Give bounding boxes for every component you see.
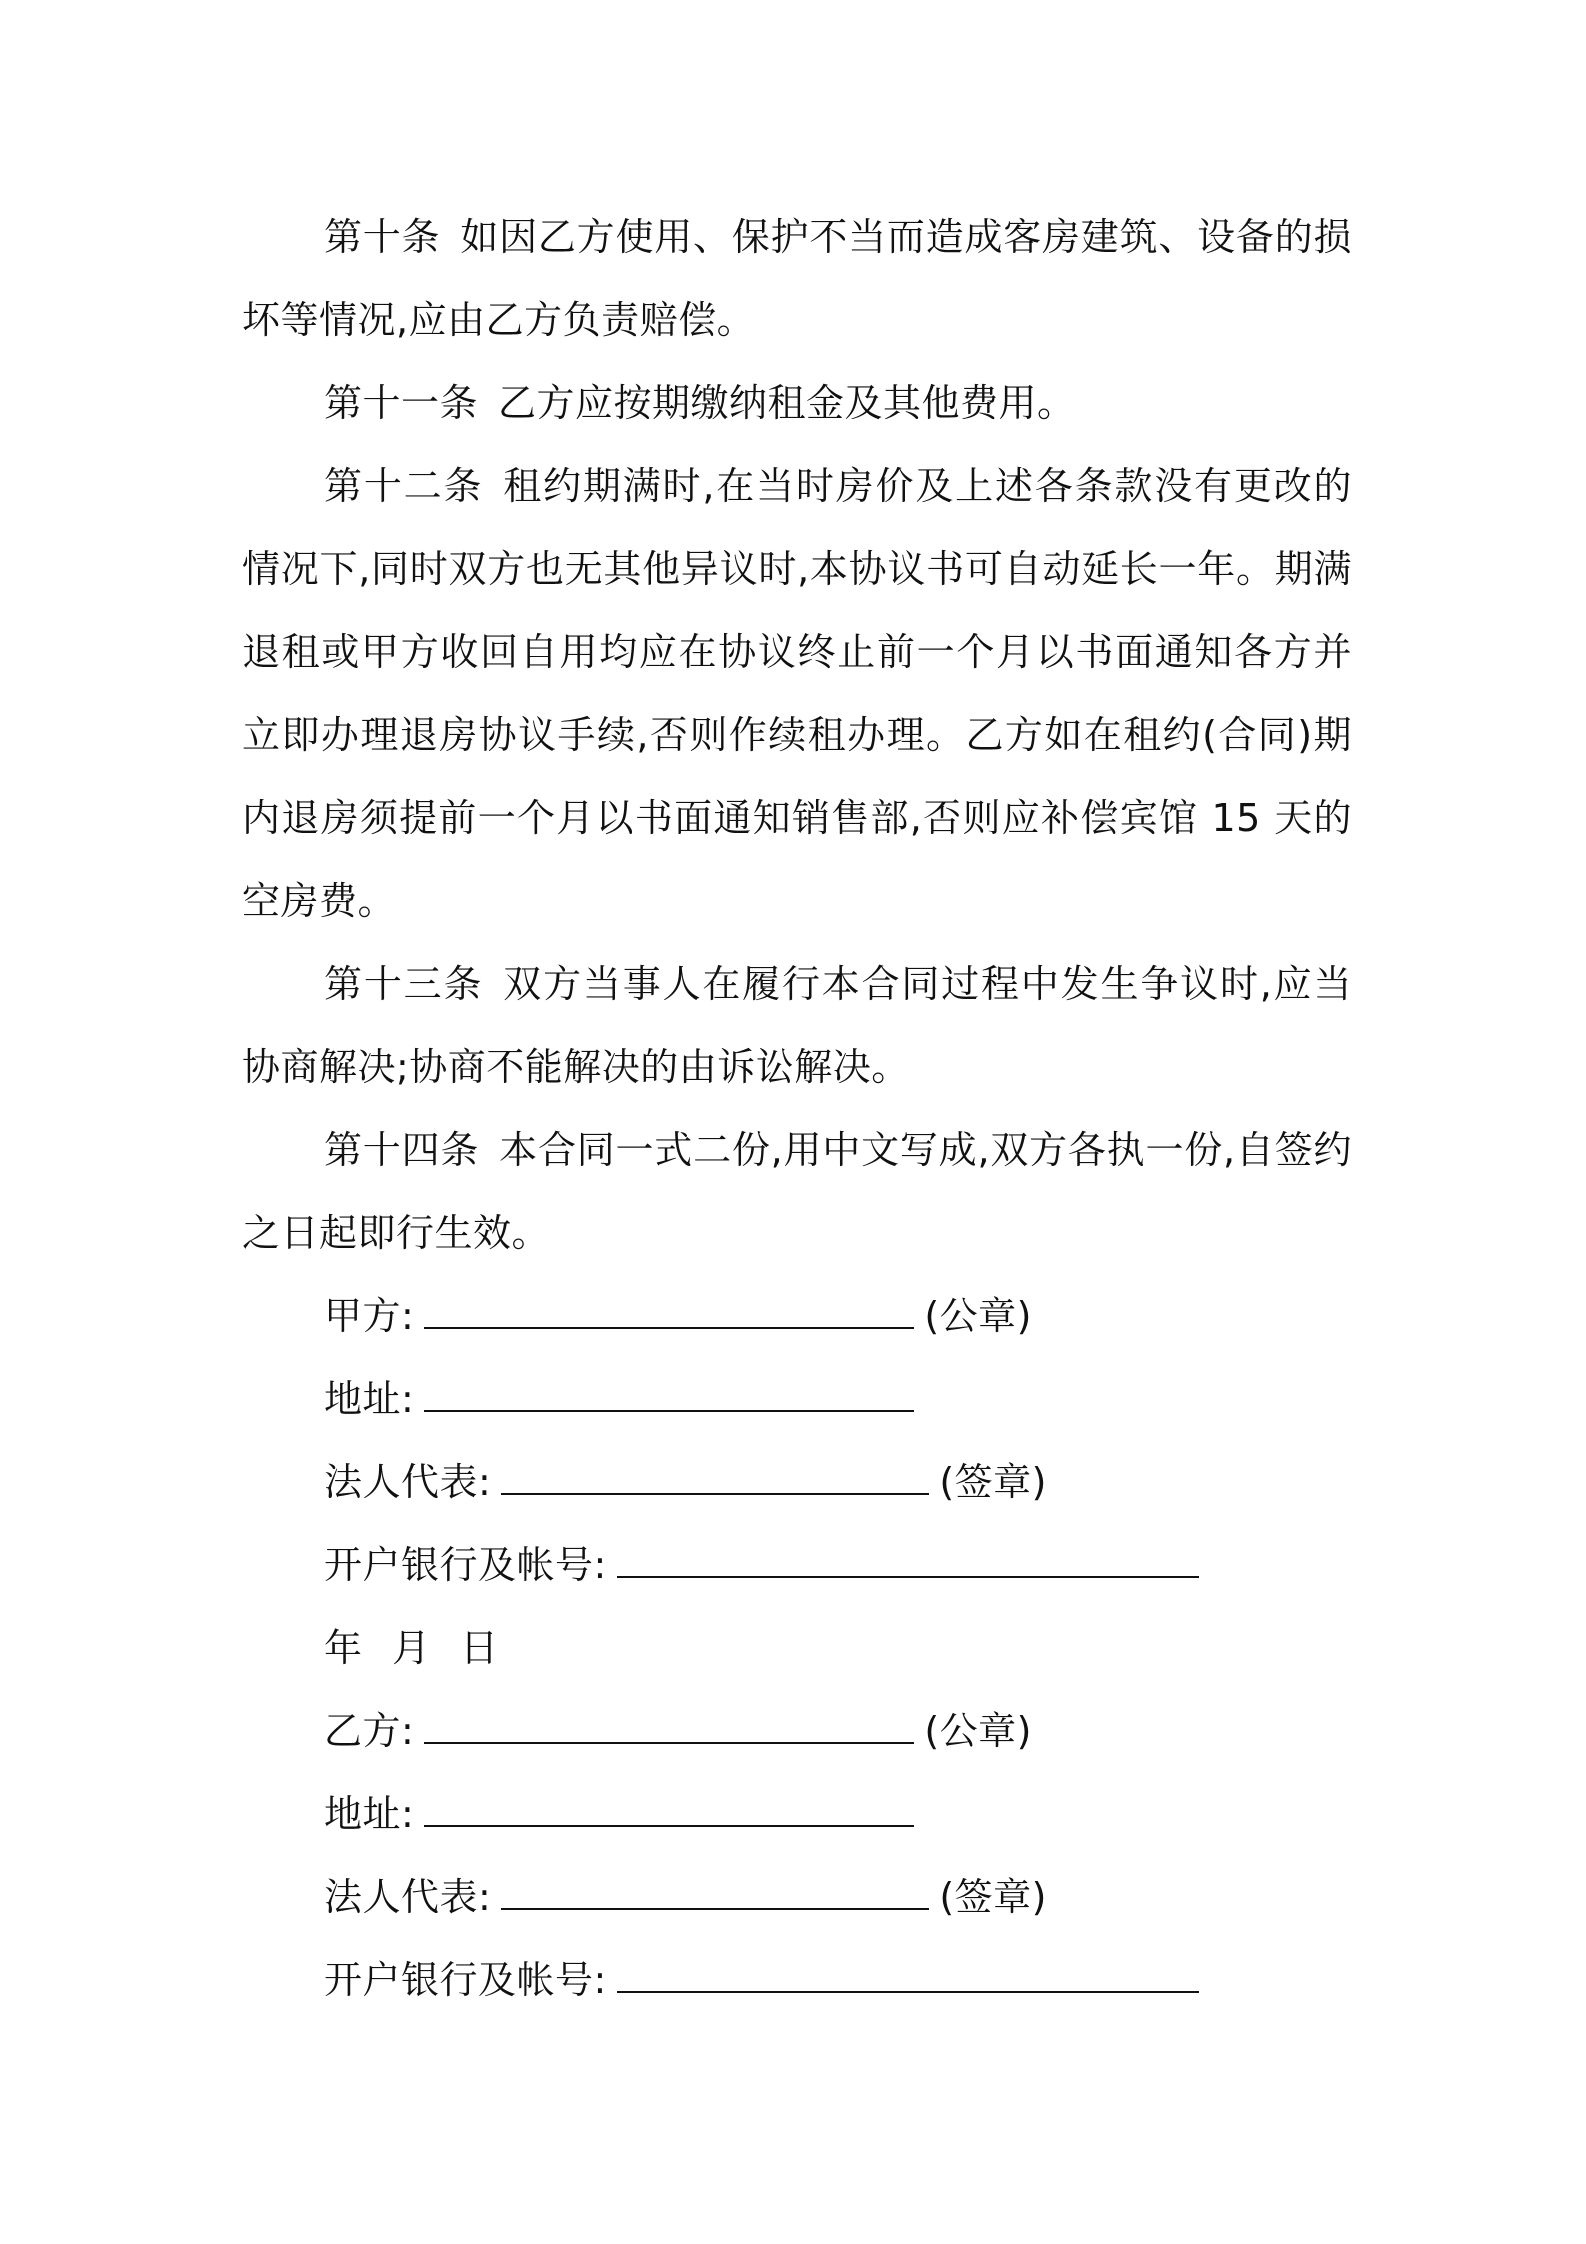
party-b-legal-line xyxy=(242,1856,1352,1939)
party-b-bank-blank[interactable] xyxy=(617,1961,1199,1993)
signature-suffix: (签章) xyxy=(939,1875,1047,1919)
article-11 xyxy=(242,362,1352,445)
party-b-bank-line xyxy=(242,1939,1352,2022)
bank-account-label: 开户银行及帐号: xyxy=(324,1543,607,1587)
party-b-line xyxy=(242,1690,1352,1773)
article-number: 第十一条 xyxy=(324,381,479,425)
date-line: 年 月 日 xyxy=(324,1626,499,1670)
article-number: 第十二条 xyxy=(324,464,484,508)
article-text: 租约期满时,在当时房价及上述各条款没有更改的情况下,同时双方也无其他异议时,本协议书可自动延长一年。期满退租或甲方收回自用均应在协议终止前一个月以书面通知各方并立即办理退房协议手续,否则作续租办理。乙方如在租约(合同)期内退房须提前一个月以书面通知销售部,否则应补偿宾馆 15 天的空房费。 xyxy=(242,464,1352,923)
party-a-bank-line xyxy=(242,1524,1352,1607)
party-a-line xyxy=(242,1275,1352,1358)
article-12 xyxy=(242,445,1352,943)
signature-suffix: (签章) xyxy=(939,1460,1047,1504)
article-14 xyxy=(242,1109,1352,1275)
article-text: 如因乙方使用、保护不当而造成客房建筑、设备的损坏等情况,应由乙方负责赔偿。 xyxy=(242,215,1352,342)
article-number: 第十条 xyxy=(324,215,441,259)
party-a-label: 甲方: xyxy=(324,1294,415,1338)
party-b-address-line xyxy=(242,1773,1352,1856)
party-b-legal-blank[interactable] xyxy=(501,1878,929,1910)
party-a-bank-blank[interactable] xyxy=(617,1546,1199,1578)
party-b-blank[interactable] xyxy=(424,1712,914,1744)
party-a-legal-blank[interactable] xyxy=(501,1463,929,1495)
article-text: 乙方应按期缴纳租金及其他费用。 xyxy=(498,381,1076,425)
party-a-blank[interactable] xyxy=(424,1297,914,1329)
party-a-address-blank[interactable] xyxy=(424,1380,914,1412)
party-b-label: 乙方: xyxy=(324,1709,415,1753)
party-a-address-line xyxy=(242,1358,1352,1441)
contract-content xyxy=(242,196,1352,2022)
article-13 xyxy=(242,943,1352,1109)
bank-account-label: 开户银行及帐号: xyxy=(324,1958,607,2002)
article-text: 本合同一式二份,用中文写成,双方各执一份,自签约之日起即行生效。 xyxy=(242,1128,1352,1255)
seal-suffix: (公章) xyxy=(924,1294,1032,1338)
article-number: 第十四条 xyxy=(324,1128,480,1172)
address-label: 地址: xyxy=(324,1792,415,1836)
party-a-signature-block xyxy=(242,1275,1352,1607)
address-label: 地址: xyxy=(324,1377,415,1421)
party-b-address-blank[interactable] xyxy=(424,1795,914,1827)
article-number: 第十三条 xyxy=(324,962,484,1006)
legal-representative-label: 法人代表: xyxy=(324,1460,492,1504)
party-a-legal-line xyxy=(242,1441,1352,1524)
article-text: 双方当事人在履行本合同过程中发生争议时,应当协商解决;协商不能解决的由诉讼解决。 xyxy=(242,962,1352,1089)
seal-suffix: (公章) xyxy=(924,1709,1032,1753)
article-10 xyxy=(242,196,1352,362)
legal-representative-label: 法人代表: xyxy=(324,1875,492,1919)
party-b-signature-block xyxy=(242,1690,1352,2022)
